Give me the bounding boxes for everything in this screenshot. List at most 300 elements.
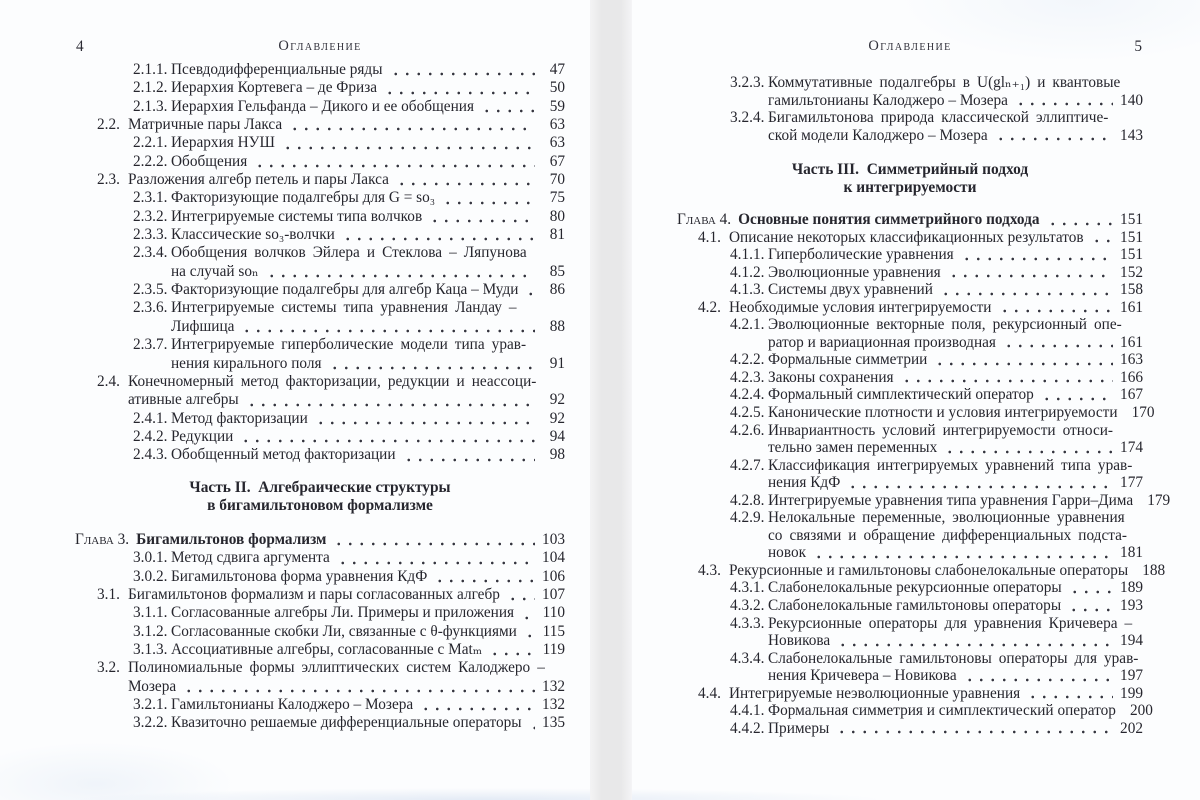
dot-leader [837, 643, 1113, 647]
toc-line [75, 318, 565, 336]
entry-number: 4.2.9. [730, 509, 765, 527]
dot-leader [1003, 344, 1113, 348]
part-heading-line: Часть III. Симметрийный подход [791, 161, 1029, 178]
toc-line [75, 659, 565, 677]
dot-leader [529, 726, 535, 730]
running-head-right: Оглавление [868, 38, 952, 54]
dot-leader [420, 707, 535, 711]
entry-page-number: 140 [1120, 91, 1143, 109]
toc-line [677, 109, 1143, 127]
toc-line [75, 244, 565, 262]
dot-leader [813, 555, 1113, 559]
entry-page-number: 167 [1120, 386, 1143, 404]
entry-page-number: 166 [1120, 368, 1143, 386]
toc-line [75, 281, 565, 299]
entry-title: Слабонелокальные гамильтоновы операторы для урав- [768, 649, 1139, 667]
entry-number: Глава 4. [677, 211, 732, 228]
dot-leader [241, 329, 535, 333]
entry-title: гамильтонианы Калоджеро – Мозера [768, 91, 1008, 109]
entry-title: Интегрируемые уравнения типа уравнения Гарри–Дима [768, 491, 1134, 509]
toc-line [75, 171, 565, 189]
entry-page-number: 151 [1120, 211, 1143, 228]
entry-title: Факторизующие подалгебры для алгебр Каца – Муди [171, 281, 519, 299]
dot-leader [1041, 397, 1113, 401]
entry-title: Иерархия НУШ [171, 134, 275, 152]
dot-leader [429, 219, 535, 223]
entry-number: 4.4. [698, 684, 721, 702]
entry-title: Квазиточно решаемые дифференциальные операторы [171, 714, 522, 732]
toc-line [677, 422, 1143, 440]
toc-line [75, 531, 565, 549]
toc-line [75, 678, 565, 696]
dot-leader [901, 379, 1113, 383]
entry-number: 4.4.1. [730, 702, 765, 720]
entry-number: 3.2.1. [133, 696, 168, 714]
toc-line [75, 604, 565, 622]
entry-title: Обобщенный метод факторизации [171, 446, 396, 464]
entry-title: Лифшица [171, 317, 235, 335]
dot-leader [1015, 102, 1113, 106]
dot-leader [944, 450, 1113, 454]
entry-title: Необходимые условия интегрируемости [729, 298, 992, 316]
entry-page-number: 200 [1129, 702, 1153, 720]
entry-title: Канонические плотности и условия интегрируемости [768, 404, 1118, 422]
dot-leader [964, 678, 1113, 682]
toc-line [677, 281, 1143, 299]
entry-title: на случай soₙ [171, 262, 259, 280]
entry-number: 2.1.3. [133, 97, 168, 115]
dot-leader [289, 127, 535, 131]
toc-line [677, 632, 1143, 650]
toc-line [677, 211, 1143, 229]
entry-number: 4.1.2. [730, 263, 765, 281]
toc-line [75, 641, 565, 659]
entry-number: 3.0.1. [133, 549, 168, 567]
toc-line [677, 491, 1171, 510]
dot-leader [342, 237, 535, 241]
entry-number: 2.1.1. [133, 61, 168, 78]
toc-line [677, 509, 1143, 527]
entry-page-number: 202 [1120, 719, 1143, 737]
entry-number: 3.1.3. [133, 641, 168, 659]
entry-number: 4.2.5. [730, 404, 765, 422]
entry-number: 4.4.2. [730, 719, 765, 737]
dot-leader [1047, 222, 1113, 226]
entry-title: тельно замен переменных [768, 439, 938, 457]
toc-line [75, 549, 565, 567]
dot-leader [315, 421, 535, 425]
entry-number: 2.3.6. [133, 299, 168, 317]
entry-page-number: 94 [549, 427, 565, 445]
entry-number: 4.1. [698, 228, 721, 246]
entry-page-number: 188 [1142, 561, 1166, 579]
entry-title: нения Кричевера – Новикова [768, 667, 957, 685]
dot-leader [266, 274, 535, 278]
entry-page-number: 59 [549, 97, 565, 115]
entry-page-number: 179 [1147, 491, 1171, 509]
dot-leader [934, 362, 1113, 366]
entry-title: Слабонелокальные гамильтоновы операторы [768, 597, 1062, 615]
entry-number: 2.4.2. [133, 427, 168, 445]
entry-title: Бигамильтонова форма уравнения КдФ [171, 567, 428, 585]
entry-page-number: 174 [1120, 439, 1143, 457]
entry-title: со связями и обращение дифференциальных подста- [768, 526, 1127, 544]
toc-line [677, 386, 1143, 404]
toc-line [677, 299, 1143, 317]
entry-number: 2.3.7. [133, 336, 168, 354]
entry-page-number: 194 [1120, 632, 1143, 650]
entry-title: Рекурсионные и гамильтоновы слабонелокальные операторы [729, 561, 1129, 579]
toc-line [75, 586, 565, 604]
dot-leader [961, 257, 1113, 261]
entry-title: Разложения алгебр петель и пары Лакса [128, 171, 389, 189]
toc-line [75, 696, 565, 714]
entry-title: Формальная симметрия и симплектический оператор [768, 702, 1116, 720]
toc-block [75, 61, 565, 465]
toc-line [75, 134, 565, 152]
dot-leader [384, 91, 535, 95]
entry-number: 3.2.3. [730, 74, 765, 91]
entry-number: 2.1.2. [133, 79, 168, 97]
dot-leader [836, 730, 1113, 734]
toc-line [677, 527, 1143, 545]
part-heading [75, 479, 565, 515]
entry-title: Иерархия Кортевега – де Фриза [171, 79, 378, 97]
toc-line [677, 264, 1143, 282]
entry-number: 4.1.3. [730, 281, 765, 299]
toc-line [677, 561, 1166, 580]
entry-number: 4.1.1. [730, 246, 765, 264]
dot-leader [940, 292, 1113, 296]
toc-line [677, 667, 1143, 685]
toc-line [75, 336, 565, 354]
entry-title: Бигамильтонов формализм и пары согласованных алгебр [128, 586, 500, 604]
toc-line [677, 246, 1143, 264]
page-number-left: 4 [76, 38, 84, 55]
toc-line [75, 410, 565, 428]
dot-leader [481, 109, 535, 113]
entry-number: 4.2.1. [730, 316, 765, 334]
dot-leader [337, 561, 535, 565]
page-gutter-shadow [590, 0, 632, 800]
toc-line [75, 226, 565, 244]
entry-page-number: 197 [1120, 667, 1143, 685]
toc-content-right [677, 0, 1171, 800]
dot-leader [1027, 695, 1113, 699]
entry-page-number: 177 [1120, 474, 1143, 492]
entry-title: Эволюционные уравнения [768, 263, 941, 281]
entry-title: Основные понятия симметрийного подхода [738, 211, 1040, 228]
entry-title: Интегрируемые неэволюционные уравнения [729, 684, 1021, 702]
dot-leader [1069, 590, 1113, 594]
entry-page-number: 119 [542, 641, 565, 659]
entry-number: 2.3.1. [133, 189, 168, 207]
entry-title: нения кирального поля [171, 354, 322, 372]
toc-line [677, 579, 1143, 597]
toc-block [75, 531, 565, 733]
entry-page-number: 143 [1120, 126, 1143, 144]
entry-title: Обобщения волчков Эйлера и Стеклова – Ляпунова [171, 244, 527, 262]
entry-number: 2.4. [97, 372, 120, 390]
entry-title: Интегрируемые системы типа уравнения Ландау – [171, 299, 517, 317]
entry-number: 4.3.2. [730, 597, 765, 615]
entry-number: 4.3.3. [730, 614, 765, 632]
entry-title: Классические so₃-волчки [171, 226, 335, 244]
toc-line [677, 615, 1143, 633]
toc-line [677, 351, 1143, 369]
entry-page-number: 152 [1120, 263, 1143, 281]
entry-title: Системы двух уравнений [768, 281, 933, 299]
toc-line [75, 79, 565, 97]
part-heading-line: в бигамильтоновом формализме [207, 497, 433, 514]
entry-title: Псевдодифференциальные ряды [171, 61, 383, 78]
entry-title: Инвариантность условий интегрируемости относи- [768, 421, 1114, 439]
entry-title: Интегрируемые системы типа волчков [171, 207, 423, 225]
entry-number: 2.4.1. [133, 409, 168, 427]
entry-page-number: 161 [1120, 333, 1143, 351]
toc-line [677, 597, 1143, 615]
toc-line [677, 404, 1155, 422]
entry-page-number: 132 [542, 696, 565, 714]
page-number-right: 5 [1134, 38, 1142, 55]
entry-page-number: 158 [1120, 281, 1143, 299]
dot-leader [390, 72, 536, 76]
dot-leader [524, 634, 535, 638]
entry-title: Бигамильтонов формализм [136, 531, 327, 548]
toc-line [677, 334, 1143, 352]
dot-leader [396, 182, 535, 186]
entry-page-number: 151 [1120, 228, 1143, 246]
entry-page-number: 92 [549, 391, 565, 409]
dot-leader [442, 201, 535, 205]
entry-page-number: 103 [542, 531, 565, 548]
entry-title: Классификация интегрируемых уравнений типа урав- [768, 456, 1133, 474]
entry-title: Слабонелокальные рекурсионные операторы [768, 579, 1062, 597]
entry-page-number: 189 [1120, 579, 1143, 597]
entry-number: 4.3.4. [730, 649, 765, 667]
entry-title: ской модели Калоджеро – Мозера [768, 126, 988, 144]
toc-line [677, 474, 1143, 492]
toc-line [677, 457, 1143, 475]
entry-page-number: 193 [1120, 597, 1143, 615]
dot-leader [1068, 608, 1113, 612]
dot-leader [329, 366, 535, 370]
toc-line [677, 74, 1143, 92]
toc-line [75, 189, 565, 207]
entry-title: новок [768, 544, 807, 562]
dot-leader [333, 542, 535, 546]
dot-leader [254, 164, 535, 168]
entry-number: 2.3.4. [133, 244, 168, 262]
entry-page-number: 135 [542, 714, 565, 732]
entry-page-number: 181 [1120, 544, 1143, 562]
entry-title: Конечномерный метод факторизации, редукции и неассоци- [128, 372, 537, 390]
entry-page-number: 106 [542, 567, 565, 585]
entry-page-number: 170 [1131, 404, 1155, 422]
entry-title: Метод сдвига аргумента [171, 549, 330, 567]
entry-number: 4.2.3. [730, 368, 765, 386]
entry-title: Согласованные алгебры Ли. Примеры и приложения [171, 604, 515, 622]
toc-line [75, 116, 565, 134]
entry-number: 4.2.2. [730, 351, 765, 369]
entry-number: 3.1. [97, 586, 120, 604]
book-page-left [75, 0, 565, 800]
dot-leader [507, 597, 535, 601]
entry-number: 3.1.1. [133, 604, 168, 622]
entry-page-number: 91 [549, 354, 565, 372]
toc-line [75, 391, 565, 409]
entry-title: Редукции [171, 427, 234, 445]
entry-title: Описание некоторых классификационных результатов [729, 228, 1084, 246]
entry-page-number: 161 [1120, 298, 1143, 316]
entry-page-number: 199 [1120, 684, 1143, 702]
entry-page-number: 63 [549, 116, 565, 134]
toc-line [677, 229, 1143, 247]
running-head-left: Оглавление [278, 38, 362, 54]
entry-title: Примеры [768, 719, 830, 737]
entry-page-number: 63 [549, 134, 565, 152]
toc-line [75, 623, 565, 641]
toc-line [75, 355, 565, 373]
dot-leader [999, 309, 1114, 313]
toc-line [75, 714, 565, 732]
entry-number: 2.4.3. [133, 446, 168, 464]
entry-title: Формальный симплектический оператор [768, 386, 1034, 404]
entry-page-number: 47 [549, 61, 565, 78]
toc-line [677, 544, 1143, 562]
dot-leader [403, 458, 535, 462]
toc-line [75, 61, 565, 79]
entry-page-number: 98 [549, 446, 565, 464]
toc-line [75, 299, 565, 317]
entry-number: 2.2.2. [133, 152, 168, 170]
entry-number: 2.3.5. [133, 281, 168, 299]
entry-title: Метод факторизации [171, 409, 308, 427]
entry-title: Новикова [768, 632, 831, 650]
entry-number: 4.3.1. [730, 579, 765, 597]
entry-page-number: 86 [549, 281, 565, 299]
entry-title: Бигамильтонова природа классической эллиптиче- [768, 109, 1109, 127]
entry-number: 2.3.2. [133, 207, 168, 225]
dot-leader [995, 137, 1113, 141]
entry-title: Иерархия Гельфанда – Дикого и ее обобщения [171, 97, 474, 115]
part-heading-line: Часть II. Алгебраические структуры [189, 479, 451, 496]
entry-title: Нелокальные переменные, эволюционные уравнения [768, 509, 1125, 527]
dot-leader [183, 689, 535, 693]
book-page-right [677, 0, 1171, 800]
entry-title: Факторизующие подалгебры для G = so₃ [171, 189, 436, 207]
entry-number: 4.2.6. [730, 421, 765, 439]
part-heading [677, 161, 1143, 197]
entry-title: Гиперболические уравнения [768, 246, 954, 264]
entry-page-number: 67 [549, 152, 565, 170]
toc-line [677, 685, 1143, 703]
toc-line [75, 263, 565, 281]
entry-page-number: 151 [1120, 246, 1143, 264]
entry-title: нения КдФ [768, 474, 841, 492]
dot-leader [489, 652, 535, 656]
dot-leader [521, 616, 535, 620]
dot-leader [948, 274, 1113, 278]
entry-page-number: 50 [549, 79, 565, 97]
entry-page-number: 80 [549, 207, 565, 225]
toc-content-left [75, 0, 565, 800]
entry-number: 3.0.2. [133, 567, 168, 585]
toc-line [75, 428, 565, 446]
entry-number: 2.3.3. [133, 226, 168, 244]
toc-line [677, 650, 1143, 668]
entry-title: Матричные пары Лакса [128, 116, 283, 134]
entry-title: Коммутативные подалгебры в U(glₙ₊₁) и квантовые [768, 74, 1121, 91]
entry-number: 4.2.4. [730, 386, 765, 404]
entry-page-number: 88 [549, 317, 565, 335]
toc-line [677, 316, 1143, 334]
entry-number: 3.2.4. [730, 109, 765, 127]
entry-title: Ассоциативные алгебры, согласованные с Matₘ [171, 641, 483, 659]
entry-page-number: 81 [549, 226, 565, 244]
entry-page-number: 110 [542, 604, 565, 622]
dot-leader [525, 292, 535, 296]
entry-number: Глава 3. [75, 531, 130, 548]
toc-line [75, 446, 565, 464]
entry-page-number: 107 [542, 586, 565, 604]
entry-title: Гамильтонианы Калоджеро – Мозера [171, 696, 414, 714]
entry-title: Эволюционные векторные поля, рекурсионный опе- [768, 316, 1122, 334]
entry-title: Обобщения [171, 152, 248, 170]
entry-number: 2.2. [97, 116, 120, 134]
entry-page-number: 85 [549, 262, 565, 280]
entry-page-number: 132 [542, 677, 565, 695]
toc-block [677, 74, 1143, 144]
entry-number: 4.2.7. [730, 456, 765, 474]
toc-line [677, 369, 1143, 387]
entry-title: Полиномиальные формы эллиптических систем Калоджеро – [128, 659, 545, 677]
entry-page-number: 115 [542, 622, 565, 640]
toc-line [677, 720, 1143, 738]
dot-leader [434, 579, 535, 583]
entry-title: Мозера [128, 677, 177, 695]
entry-number: 2.2.1. [133, 134, 168, 152]
entry-title: Согласованные скобки Ли, связанные с θ-функциями [171, 622, 517, 640]
entry-number: 3.2. [97, 659, 120, 677]
dot-leader [240, 439, 535, 443]
dot-leader [1091, 239, 1113, 243]
entry-page-number: 92 [549, 409, 565, 427]
toc-line [75, 208, 565, 226]
toc-block [677, 211, 1171, 737]
dot-leader [847, 485, 1113, 489]
entry-number: 2.3. [97, 171, 120, 189]
toc-line [75, 373, 565, 391]
toc-line [75, 153, 565, 171]
toc-line [677, 127, 1143, 145]
dot-leader [246, 403, 535, 407]
entry-page-number: 104 [542, 549, 565, 567]
toc-line [75, 568, 565, 586]
entry-number: 4.2. [698, 298, 721, 316]
entry-number: 3.1.2. [133, 622, 168, 640]
entry-page-number: 75 [549, 189, 565, 207]
dot-leader [282, 146, 535, 150]
toc-line [677, 702, 1153, 720]
entry-title: ативные алгебры [128, 391, 239, 409]
entry-title: Законы сохранения [768, 368, 894, 386]
entry-number: 4.3. [698, 561, 721, 579]
entry-title: ратор и вариационная производная [768, 333, 996, 351]
toc-line [677, 439, 1143, 457]
toc-line [677, 92, 1143, 110]
entry-page-number: 70 [549, 171, 565, 189]
